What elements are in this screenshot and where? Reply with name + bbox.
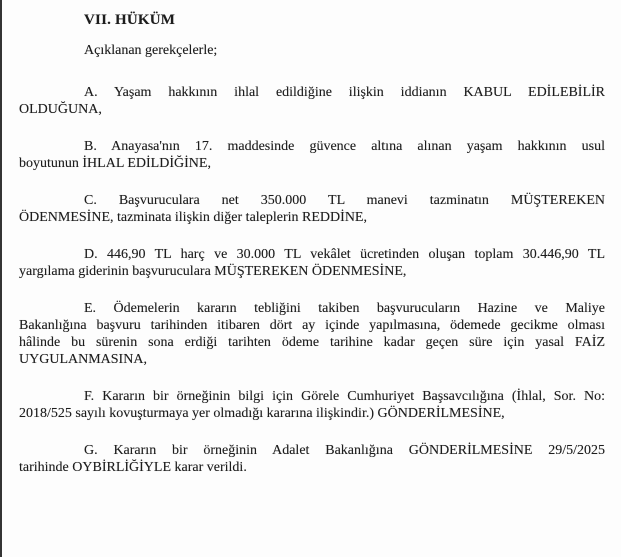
ruling-e-line-2: Bakanlığına başvuru tarihinden itibaren dört ay içinde yapılmasına, ödemede gecikme olması [19,318,605,333]
ruling-d-line-2: yargılama giderinin başvuruculara MÜŞTEREKEN ÖDENMESİNE, [19,264,407,279]
ruling-paragraph-g [19,442,605,476]
ruling-g-line-1: G. Kararın bir örneğinin Adalet Bakanlığına GÖNDERİLMESİNE 29/5/2025 [84,443,605,458]
ruling-b-line-1: B. Anayasa'nın 17. maddesinde güvence altına alınan yaşam hakkının usul [84,139,605,154]
ruling-b-line-2: boyutunun İHLAL EDİLDİĞİNE, [19,156,211,171]
ruling-paragraph-c [19,192,605,226]
ruling-f-line-1: F. Kararın bir örneğinin bilgi için Görele Cumhuriyet Başsavcılığına (İhlal, Sor. No: [84,389,605,404]
ruling-paragraph-a [19,84,605,118]
section-heading: VII. HÜKÜM [84,12,176,28]
ruling-d-line-1: D. 446,90 TL harç ve 30.000 TL vekâlet ücretinden oluşan toplam 30.446,90 TL [84,247,605,262]
ruling-g-line-2: tarihinde OYBİRLİĞİYLE karar verildi. [19,460,247,475]
scan-edge-artifact [0,0,2,557]
ruling-e-line-4: UYGULANMASINA, [19,352,147,367]
ruling-paragraph-f [19,388,605,422]
ruling-e-line-1: E. Ödemelerin kararın tebliğini takiben başvurucuların Hazine ve Maliye [84,301,605,316]
ruling-f-line-2: 2018/525 sayılı kovuşturmaya yer olmadığı kararına ilişkindir.) GÖNDERİLMESİNE, [19,406,505,421]
ruling-e-line-3: hâlinde bu sürenin sona erdiği tarihten ödeme tarihine kadar geçen süre için yasal FAİZ [19,335,605,350]
ruling-c-line-2: ÖDENMESİNE, tazminata ilişkin diğer taleplerin REDDİNE, [19,210,367,225]
intro-line: Açıklanan gerekçelerle; [84,43,218,58]
ruling-paragraph-e [19,300,605,368]
ruling-paragraph-d [19,246,605,280]
ruling-a-line-2: OLDUĞUNA, [19,102,102,117]
ruling-a-line-1: A. Yaşam hakkının ihlal edildiğine ilişkin iddianın KABUL EDİLEBİLİR [84,85,605,100]
ruling-c-line-1: C. Başvuruculara net 350.000 TL manevi tazminatın MÜŞTEREKEN [84,193,605,208]
ruling-paragraph-b [19,138,605,172]
